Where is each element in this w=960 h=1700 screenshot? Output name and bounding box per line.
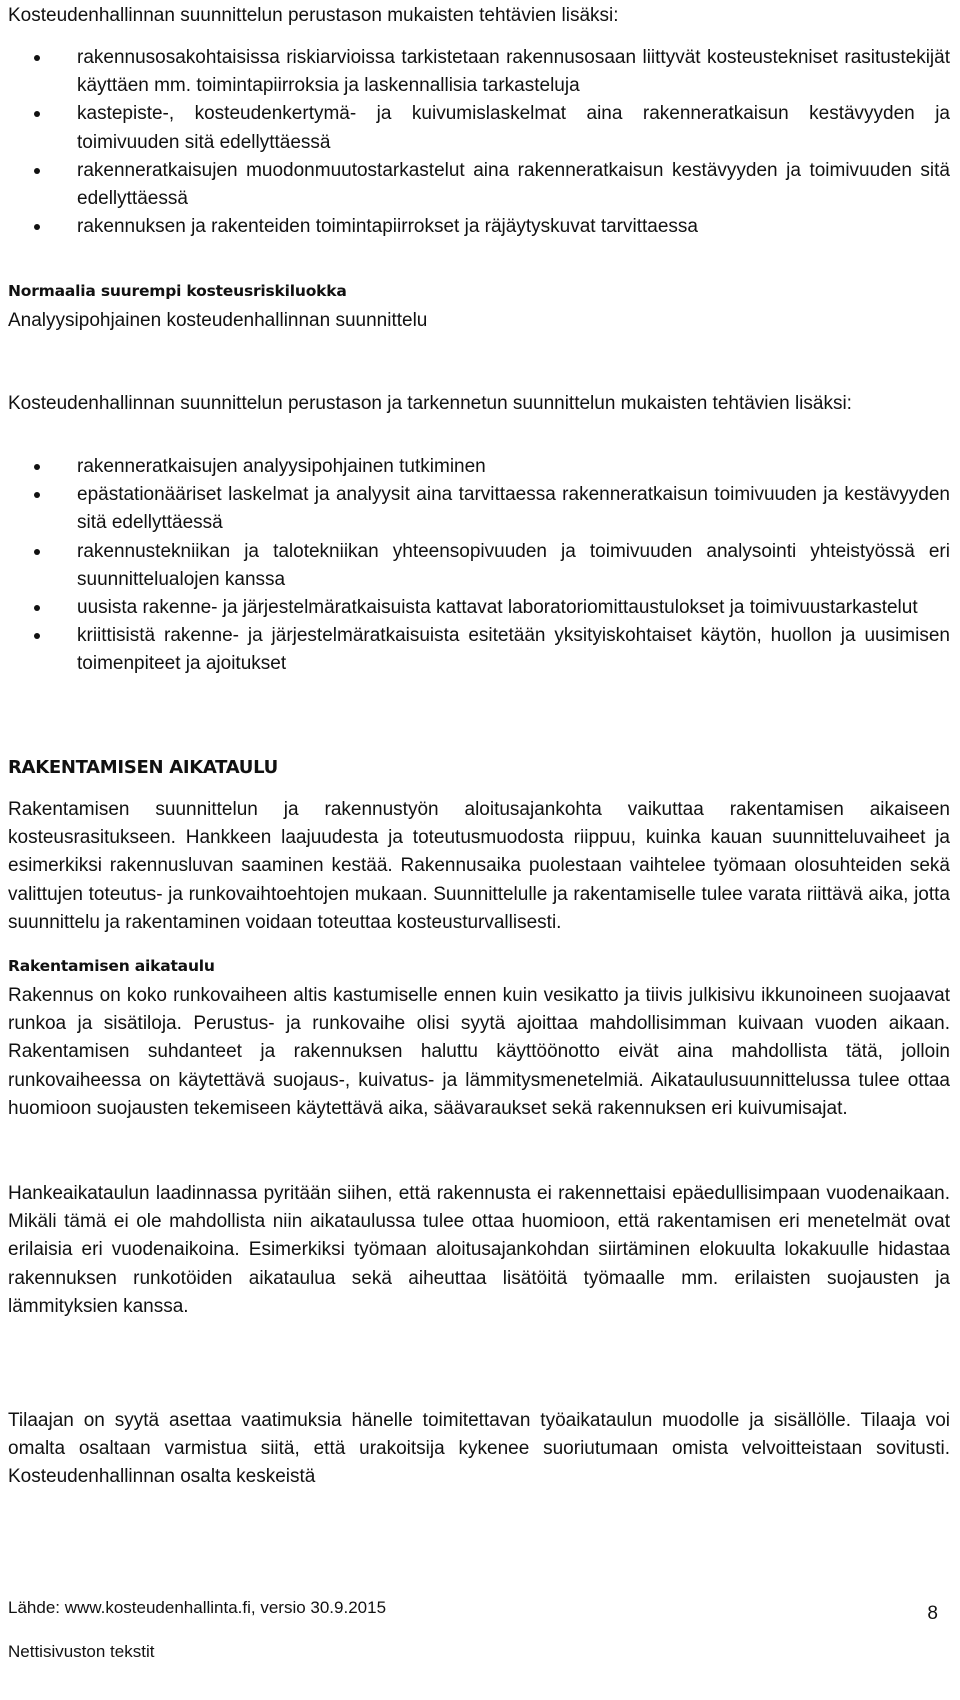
- list-item: epästationääriset laskelmat ja analyysit aina tarvittaessa rakenneratkaisun toimivuuden ja kestävyyden sitä edellyttäessä: [8, 481, 950, 537]
- page-footer: [8, 1598, 950, 1698]
- subsection-heading: Rakentamisen aikataulu: [8, 957, 215, 975]
- list-item: kastepiste-, kosteudenkertymä- ja kuivumislaskelmat aina rakenneratkaisun kestävyyden ja toimivuuden sitä edellyttäessä: [8, 100, 950, 156]
- list-item: rakennustekniikan ja talotekniikan yhteensopivuuden ja toimivuuden analysointi yhteistyössä eri suunnittelualojen kanssa: [8, 538, 950, 594]
- list-item: rakenneratkaisujen analyysipohjainen tutkiminen: [8, 453, 950, 481]
- bullet-icon: [34, 549, 40, 555]
- task-list-1: [8, 44, 950, 241]
- paragraph-2: Hankeaikataulun laadinnassa pyritään siihen, että rakennusta ei rakennettaisi epäedullisimpaan vuodenaikaan. Mikäli tämä ei ole mahdollista niin aikataulussa tulee ottaa huomioon, että rakentamisen eri menetelmät ovat erilaisia eri vuodenaikoina. Esimerkiksi työmaan aloitusajankohdan siirtäminen elokuulta lokakuulle hidastaa rakennuksen runkotöiden aikataulua sekä aiheuttaa lisätöitä työmaalle mm. erilaisten suojausten ja lämmityksien kanssa.: [8, 1183, 950, 1317]
- footer-source: Lähde: www.kosteudenhallinta.fi, versio 30.9.2015: [8, 1598, 387, 1617]
- list-item: uusista rakenne- ja järjestelmäratkaisuista kattavat laboratoriomittaustulokset ja toimivuustarkastelut: [8, 594, 950, 622]
- page-number: 8: [927, 1603, 938, 1624]
- list-item: rakennusosakohtaisissa riskiarvioissa tarkistetaan rakennusosaan liittyvät kosteustekniset rasitustekijät käyttäen mm. toimintapiirroksia ja laskennallisia tarkasteluja: [8, 44, 950, 100]
- bullet-icon: [34, 224, 40, 230]
- task-list-2: [8, 453, 950, 679]
- intro-text: Kosteudenhallinnan suunnittelun perustason mukaisten tehtävien lisäksi:: [8, 5, 619, 26]
- footer-subtitle: Nettisivuston tekstit: [8, 1642, 155, 1661]
- intro-text-2: Kosteudenhallinnan suunnittelun perustason ja tarkennetun suunnittelun mukaisten tehtävien lisäksi:: [8, 393, 852, 414]
- bullet-icon: [34, 111, 40, 117]
- list-item: rakenneratkaisujen muodonmuutostarkastelut aina rakenneratkaisun kestävyyden ja toimivuuden sitä edellyttäessä: [8, 157, 950, 213]
- risk-class-subtitle: Analyysipohjainen kosteudenhallinnan suunnittelu: [8, 310, 428, 331]
- bullet-icon: [34, 633, 40, 639]
- bullet-icon: [34, 605, 40, 611]
- list-item: rakennuksen ja rakenteiden toimintapiirrokset ja räjäytyskuvat tarvittaessa: [8, 213, 950, 241]
- bullet-icon: [34, 464, 40, 470]
- risk-class-heading: Normaalia suurempi kosteusriskiluokka: [8, 282, 347, 300]
- paragraph-1: Rakennus on koko runkovaiheen altis kastumiselle ennen kuin vesikatto ja tiivis julkisivu ikkunoineen suojaavat runkoa ja sisätiloja. Perustus- ja runkovaihe olisi syytä ajoittaa mahdollisimman kuivaan vuoden aikaan. Rakentamisen suhdanteet ja rakennuksen haluttu käyttöönotto eivät aina mahdollista tätä, jolloin runkovaiheessa on käytettävä suojaus-, kuivatus- ja lämmitysmenetelmiä. Aikataulusuunnittelussa tulee ottaa huomioon suojausten tekemiseen käytettävä aika, säävaraukset sekä rakennuksen eri kuivumisajat.: [8, 985, 950, 1119]
- section-paragraph: Rakentamisen suunnittelun ja rakennustyön aloitusajankohta vaikuttaa rakentamisen aikaiseen kosteusrasitukseen. Hankkeen laajuudesta ja toteutusmuodosta riippuu, kuinka kauan suunnitteluvaiheet ja esimerkiksi rakennusluvan saaminen kestää. Rakennusaika puolestaan vaihtelee työmaan olosuhteiden sekä valittujen toteutus- ja runkovaihtoehtojen mukaan. Suunnittelulle ja rakentamiselle tulee varata riittävä aika, jotta suunnittelu ja rakentaminen voidaan toteuttaa kosteusturvallisesti.: [8, 799, 950, 933]
- section-heading: RAKENTAMISEN AIKATAULU: [8, 757, 278, 778]
- bullet-icon: [34, 55, 40, 61]
- bullet-icon: [34, 492, 40, 498]
- paragraph-3: Tilaajan on syytä asettaa vaatimuksia hänelle toimitettavan työaikataulun muodolle ja sisällölle. Tilaaja voi omalta osaltaan varmistua siitä, että urakoitsija kykenee suoriutumaan omista velvoitteistaan sovitusti. Kosteudenhallinnan osalta keskeistä: [8, 1410, 950, 1488]
- bullet-icon: [34, 168, 40, 174]
- list-item: kriittisistä rakenne- ja järjestelmäratkaisuista esitetään yksityiskohtaiset käytön, huollon ja uusimisen toimenpiteet ja ajoitukset: [8, 622, 950, 678]
